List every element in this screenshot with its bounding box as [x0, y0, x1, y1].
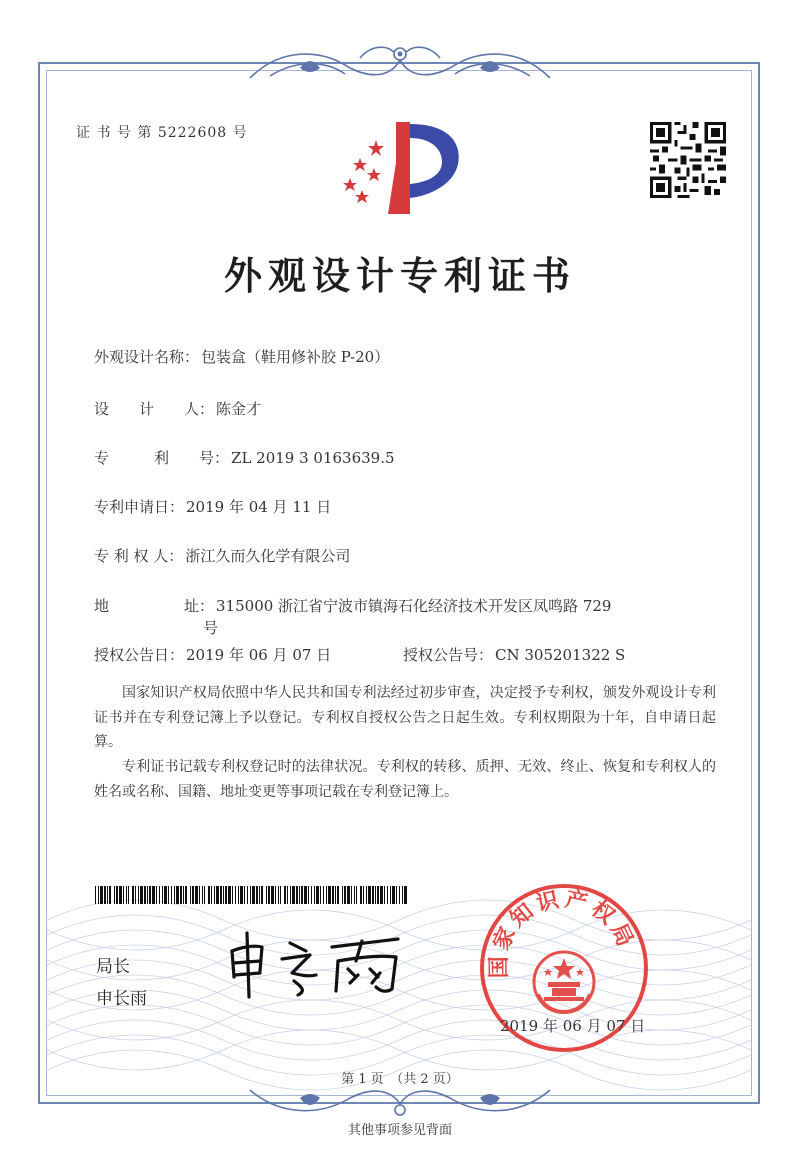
certificate-title: 外观设计专利证书	[223, 254, 576, 298]
qr-code-icon	[650, 122, 726, 198]
signer-role: 局长	[96, 957, 130, 977]
designer-label: 设 计 人：	[94, 400, 215, 418]
designer-row	[94, 398, 261, 419]
grant-number-label: 授权公告号：	[403, 646, 494, 664]
design-name-value: 包装盒（鞋用修补胶 P-20）	[201, 348, 390, 366]
designer-value: 陈金才	[216, 400, 262, 418]
patent-number-label: 专 利 号：	[94, 449, 230, 467]
filing-date-label: 专利申请日：	[94, 498, 185, 516]
grant-number-value: CN 305201322 S	[495, 646, 626, 664]
address-label: 地 址：	[94, 597, 215, 615]
patentee-row	[94, 545, 350, 566]
filing-date-value: 2019 年 04 月 11 日	[186, 498, 332, 516]
certificate-number-value: 5222608	[157, 125, 228, 141]
address-value-line1: 315000 浙江省宁波市镇海石化经济技术开发区凤鸣路 729	[216, 597, 612, 615]
svg-text:国家知识产权局: 国家知识产权局	[486, 886, 640, 979]
filing-date-row	[94, 496, 331, 517]
grant-date-row	[94, 644, 331, 665]
patent-number-value: ZL 2019 3 0163639.5	[231, 449, 395, 467]
grant-date-label: 授权公告日：	[94, 646, 185, 664]
address-value-line2: 号	[203, 619, 219, 637]
patentee-value: 浙江久而久化学有限公司	[185, 547, 351, 565]
certificate-number-suffix: 号	[232, 125, 248, 141]
handwritten-signature	[220, 925, 410, 1000]
page-number: 第 1 页 （共 2 页）	[341, 1072, 459, 1087]
patent-number-row	[94, 447, 395, 468]
signer-name: 申长雨	[96, 989, 147, 1009]
certificate-number-label: 证 书 号 第	[76, 125, 153, 141]
design-name-label: 外观设计名称：	[94, 348, 200, 366]
body-paragraph-2: 专利证书记载专利权登记时的法律状况。专利权的转移、质押、无效、终止、恢复和专利权人的姓名或名称、国籍、地址变更等事项记载在专利登记簿上。	[94, 759, 716, 800]
grant-date-value: 2019 年 06 月 07 日	[186, 646, 332, 664]
top-ornament-icon	[240, 38, 560, 86]
address-row	[94, 595, 611, 616]
patentee-label: 专 利 权 人：	[94, 547, 184, 565]
seal-date: 2019 年 06 月 07 日	[500, 1017, 646, 1035]
grant-number-row	[403, 644, 625, 665]
see-back-note: 其他事项参见背面	[347, 1123, 452, 1138]
barcode-icon	[95, 886, 407, 904]
body-paragraph-1: 国家知识产权局依照中华人民共和国专利法经过初步审查，决定授予专利权，颁发外观设计专利证书并在专利登记簿上予以登记。专利权自授权公告之日起生效。专利权期限为十年，自申请日起算。	[94, 685, 716, 750]
design-name-row	[94, 346, 389, 367]
certificate-number	[76, 122, 248, 142]
cnipa-logo-icon	[330, 118, 470, 228]
